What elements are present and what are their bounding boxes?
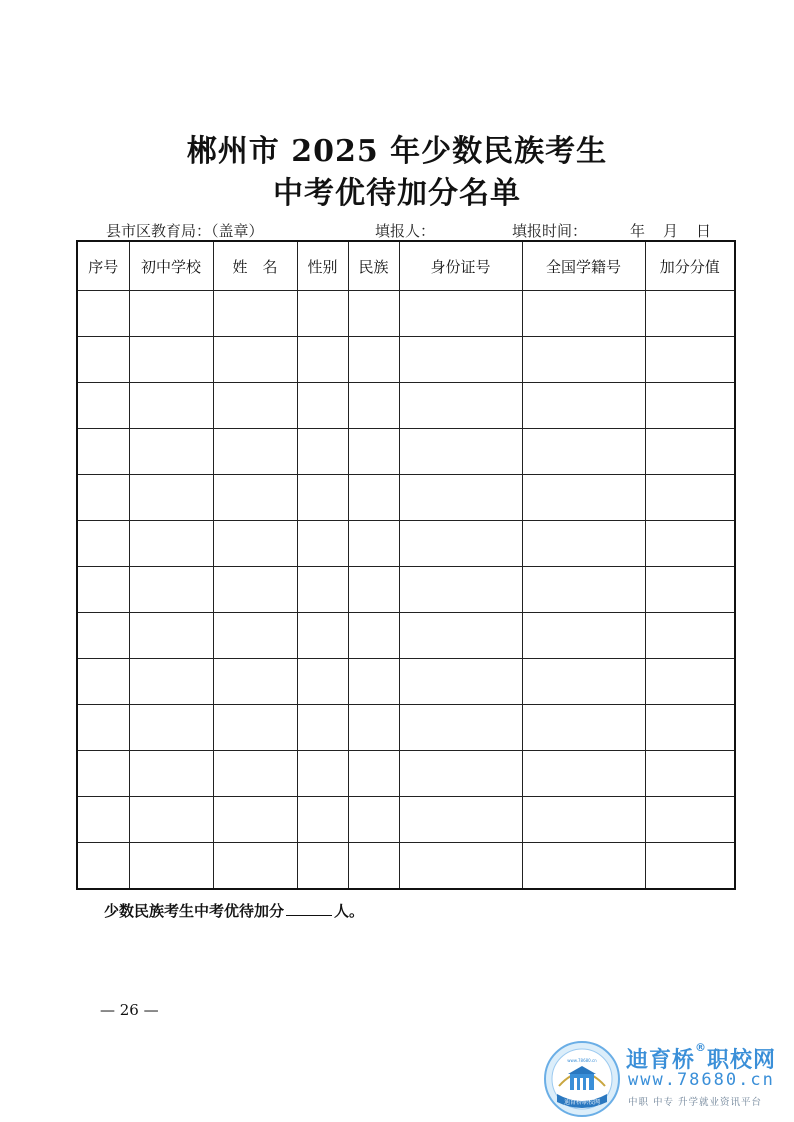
table-cell[interactable] <box>645 429 735 475</box>
table-cell[interactable] <box>77 429 129 475</box>
table-cell[interactable] <box>399 337 522 383</box>
registered-mark: ® <box>695 1041 708 1054</box>
table-row <box>77 429 735 475</box>
table-header-row <box>77 241 735 291</box>
table-cell[interactable] <box>297 383 348 429</box>
table-cell[interactable] <box>348 291 399 337</box>
table-cell[interactable] <box>297 613 348 659</box>
table-row <box>77 521 735 567</box>
table-cell[interactable] <box>297 567 348 613</box>
summary-note-prefix: 少数民族考生中考优待加分 <box>104 902 285 920</box>
table-cell[interactable] <box>297 291 348 337</box>
table-cell[interactable] <box>348 475 399 521</box>
table-cell[interactable] <box>522 521 645 567</box>
table-cell[interactable] <box>129 705 213 751</box>
month-label: 月 <box>663 222 679 240</box>
table-cell[interactable] <box>77 751 129 797</box>
table-cell[interactable] <box>297 521 348 567</box>
table-cell[interactable] <box>645 705 735 751</box>
table-cell[interactable] <box>77 843 129 890</box>
table-cell[interactable] <box>297 751 348 797</box>
table-row <box>77 337 735 383</box>
table-cell[interactable] <box>77 383 129 429</box>
table-cell[interactable] <box>348 429 399 475</box>
table-cell[interactable] <box>399 475 522 521</box>
table-cell[interactable] <box>645 383 735 429</box>
page-title-line-2: 中考优待加分名单 <box>273 176 521 211</box>
table-cell[interactable] <box>297 659 348 705</box>
table-cell[interactable] <box>348 521 399 567</box>
fill-time-label: 填报时间： <box>512 222 588 240</box>
table-cell[interactable] <box>348 705 399 751</box>
table-cell[interactable] <box>399 291 522 337</box>
table-cell[interactable] <box>399 383 522 429</box>
table-cell[interactable] <box>213 291 297 337</box>
table-cell[interactable] <box>297 337 348 383</box>
watermark-tagline: 中职 中专 升学就业资讯平台 <box>628 1097 763 1108</box>
table-row <box>77 797 735 843</box>
table-cell[interactable] <box>129 567 213 613</box>
table-cell[interactable] <box>213 475 297 521</box>
table-cell[interactable] <box>129 613 213 659</box>
table-cell[interactable] <box>645 567 735 613</box>
table-cell[interactable] <box>645 659 735 705</box>
table-cell[interactable] <box>213 521 297 567</box>
table-cell[interactable] <box>213 705 297 751</box>
summary-note-suffix: 人。 <box>334 902 365 920</box>
agency-stamp-label: 县市区教育局：（盖章） <box>106 222 264 240</box>
table-cell[interactable] <box>399 705 522 751</box>
table-cell[interactable] <box>522 475 645 521</box>
table-cell[interactable] <box>77 521 129 567</box>
table-cell[interactable] <box>399 521 522 567</box>
table-cell[interactable] <box>297 843 348 890</box>
table-cell[interactable] <box>399 843 522 890</box>
table-row <box>77 383 735 429</box>
col-header-bonus-points: 加分分值 <box>645 241 735 291</box>
table-cell[interactable] <box>399 567 522 613</box>
table-cell[interactable] <box>213 429 297 475</box>
table-cell[interactable] <box>129 843 213 890</box>
table-cell[interactable] <box>213 843 297 890</box>
table-cell[interactable] <box>522 705 645 751</box>
table-cell[interactable] <box>77 291 129 337</box>
table-cell[interactable] <box>129 659 213 705</box>
table-cell[interactable] <box>348 337 399 383</box>
watermark-logo-icon <box>543 1040 621 1118</box>
table-cell[interactable] <box>297 429 348 475</box>
table-cell[interactable] <box>129 429 213 475</box>
table-cell[interactable] <box>213 613 297 659</box>
table-cell[interactable] <box>522 751 645 797</box>
col-header-school: 初中学校 <box>129 241 213 291</box>
table-cell[interactable] <box>522 429 645 475</box>
table-cell[interactable] <box>399 429 522 475</box>
table-row <box>77 475 735 521</box>
page-title-line-1: 郴州市 2025 年少数民族考生 <box>186 134 608 169</box>
table-cell[interactable] <box>129 797 213 843</box>
table-cell[interactable] <box>348 751 399 797</box>
table-cell[interactable] <box>348 797 399 843</box>
table-cell[interactable] <box>129 291 213 337</box>
table-cell[interactable] <box>213 659 297 705</box>
table-cell[interactable] <box>399 797 522 843</box>
table-cell[interactable] <box>129 521 213 567</box>
table-cell[interactable] <box>348 843 399 890</box>
table-cell[interactable] <box>213 337 297 383</box>
table-cell[interactable] <box>522 613 645 659</box>
page-number: — 26 — <box>100 1001 159 1019</box>
table-cell[interactable] <box>297 705 348 751</box>
watermark-logo-label: 迪育桥职校网 <box>563 1099 601 1106</box>
table-cell[interactable] <box>129 337 213 383</box>
table-row <box>77 613 735 659</box>
table-cell[interactable] <box>645 843 735 890</box>
table-cell[interactable] <box>77 705 129 751</box>
table-row <box>77 843 735 890</box>
table-row <box>77 659 735 705</box>
table-cell[interactable] <box>522 843 645 890</box>
filler-label: 填报人： <box>375 222 436 240</box>
col-header-index: 序号 <box>77 241 129 291</box>
table-cell[interactable] <box>522 383 645 429</box>
table-cell[interactable] <box>77 797 129 843</box>
bonus-points-table <box>76 240 736 890</box>
table-cell[interactable] <box>645 337 735 383</box>
watermark-url[interactable]: www.78680.cn <box>628 1070 775 1090</box>
table-cell[interactable] <box>129 475 213 521</box>
table-cell[interactable] <box>348 383 399 429</box>
col-header-name: 姓 名 <box>213 241 297 291</box>
watermark-logo-url: www.78680.cn <box>567 1058 597 1063</box>
table-cell[interactable] <box>645 797 735 843</box>
watermark-brand-suffix: 职校网 <box>707 1048 777 1073</box>
table-cell[interactable] <box>522 797 645 843</box>
table-cell[interactable] <box>522 337 645 383</box>
table-cell[interactable] <box>348 659 399 705</box>
table-cell[interactable] <box>522 291 645 337</box>
table-cell[interactable] <box>77 659 129 705</box>
table-cell[interactable] <box>77 567 129 613</box>
table-cell[interactable] <box>399 659 522 705</box>
table-cell[interactable] <box>129 383 213 429</box>
table-cell[interactable] <box>77 613 129 659</box>
table-cell[interactable] <box>297 475 348 521</box>
table-cell[interactable] <box>213 751 297 797</box>
col-header-student-number: 全国学籍号 <box>522 241 645 291</box>
day-label: 日 <box>696 222 712 240</box>
table-cell[interactable] <box>213 567 297 613</box>
table-row <box>77 567 735 613</box>
watermark-brand-name: 迪育桥 <box>626 1048 696 1073</box>
table-cell[interactable] <box>645 291 735 337</box>
count-blank[interactable] <box>286 901 332 916</box>
table-cell[interactable] <box>645 613 735 659</box>
table-cell[interactable] <box>129 751 213 797</box>
table-cell[interactable] <box>399 751 522 797</box>
year-label: 年 <box>630 222 646 240</box>
table-cell[interactable] <box>645 521 735 567</box>
col-header-id-number: 身份证号 <box>399 241 522 291</box>
table-cell[interactable] <box>348 567 399 613</box>
table-cell[interactable] <box>213 797 297 843</box>
table-cell[interactable] <box>522 567 645 613</box>
table-cell[interactable] <box>399 613 522 659</box>
table-cell[interactable] <box>297 797 348 843</box>
table-row <box>77 751 735 797</box>
col-header-ethnicity: 民族 <box>348 241 399 291</box>
table-cell[interactable] <box>77 475 129 521</box>
table-cell[interactable] <box>645 751 735 797</box>
table-row <box>77 705 735 751</box>
table-row <box>77 291 735 337</box>
table-cell[interactable] <box>77 337 129 383</box>
table-cell[interactable] <box>645 475 735 521</box>
table-cell[interactable] <box>522 659 645 705</box>
table-cell[interactable] <box>348 613 399 659</box>
table-cell[interactable] <box>213 383 297 429</box>
summary-note <box>104 900 364 921</box>
col-header-gender: 性别 <box>297 241 348 291</box>
